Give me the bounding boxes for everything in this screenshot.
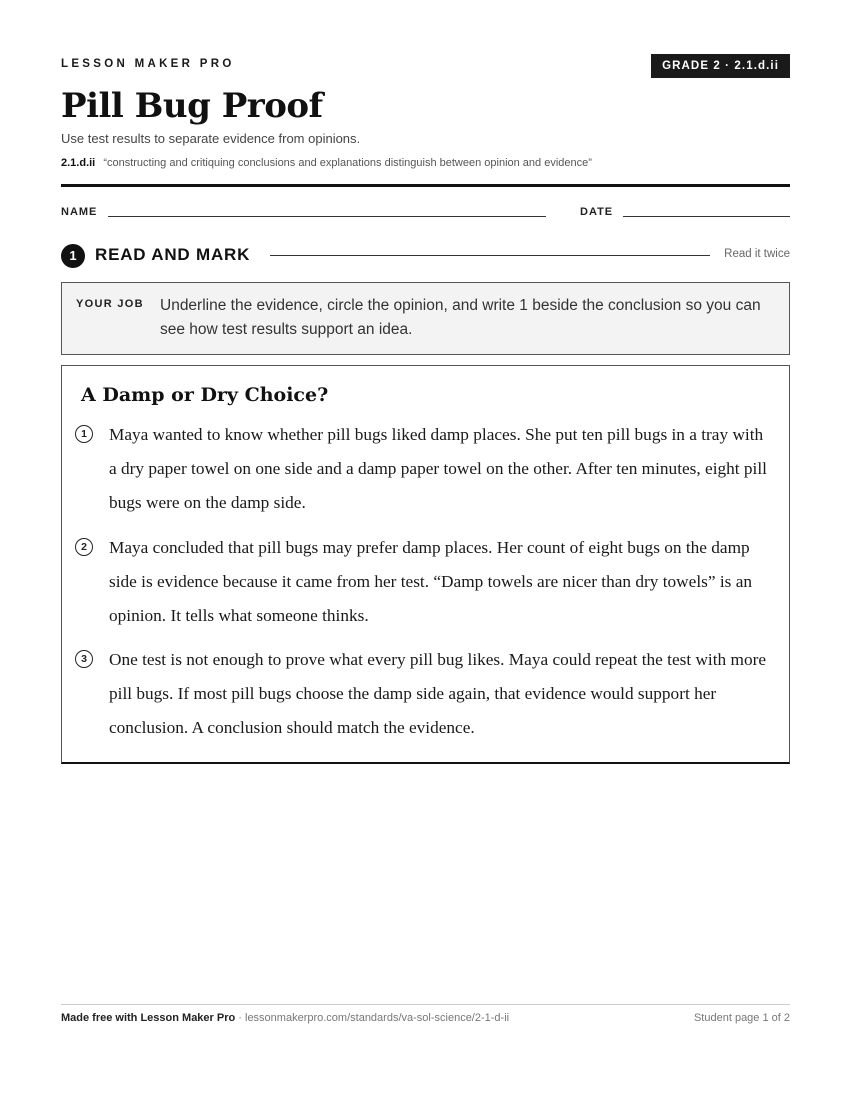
header-divider [61, 184, 790, 187]
page-title: Pill Bug Proof [61, 86, 323, 126]
worksheet-page [61, 0, 790, 1100]
paragraph-number: 3 [75, 650, 93, 668]
standard-quote: “constructing and critiquing conclusions and explanations distinguish between opinion and evidence” [103, 157, 592, 169]
section-title: READ AND MARK [95, 245, 251, 264]
page-subtitle: Use test results to separate evidence from opinions. [61, 131, 361, 146]
name-field[interactable] [108, 216, 546, 217]
section-note: Read it twice [724, 248, 790, 260]
date-label: DATE [580, 206, 614, 218]
instructions-label: YOUR JOB [76, 298, 144, 310]
footer-credit [61, 1012, 509, 1024]
grade-badge: GRADE 2 · 2.1.d.ii [651, 54, 790, 78]
section-header [61, 243, 790, 267]
instructions-box [61, 282, 790, 355]
standard-line [61, 157, 592, 169]
reading-passage [61, 365, 790, 764]
instructions-text: Underline the evidence, circle the opinion, and write 1 beside the conclusion so you can see how test results support an idea. [160, 297, 761, 338]
name-label: NAME [61, 206, 98, 218]
paragraph-number: 1 [75, 425, 93, 443]
date-field[interactable] [623, 216, 790, 217]
paragraph-text: Maya wanted to know whether pill bugs liked damp places. She put ten pill bugs in a tray with a dry paper towel on one side and a damp paper towel on the other. After ten minutes, eight pill bugs were on the damp side. [109, 425, 767, 512]
footer-divider [61, 1004, 790, 1005]
footer-page-number: Student page 1 of 2 [693, 1012, 790, 1024]
footer-made-with: Made free with Lesson Maker Pro [61, 1012, 236, 1024]
footer-url[interactable]: · lessonmakerpro.com/standards/va-sol-science/2-1-d-ii [235, 1012, 510, 1024]
standard-code: 2.1.d.ii [61, 157, 96, 169]
step-number-badge: 1 [61, 244, 85, 268]
paragraph-text: One test is not enough to prove what every pill bug likes. Maya could repeat the test with more pill bugs. If most pill bugs choose the damp side again, that evidence would support her conclusion. A conclusion should match the evidence. [109, 650, 767, 737]
passage-title: A Damp or Dry Choice? [81, 384, 329, 406]
paragraph-number: 2 [75, 538, 93, 556]
brand-name: LESSON MAKER PRO [61, 58, 235, 70]
section-divider [270, 255, 710, 256]
paragraph-text: Maya concluded that pill bugs may prefer damp places. Her count of eight bugs on the damp side is evidence because it came from her test. “Damp towels are nicer than dry towels” is an opinion. It tells what someone thinks. [109, 538, 753, 625]
